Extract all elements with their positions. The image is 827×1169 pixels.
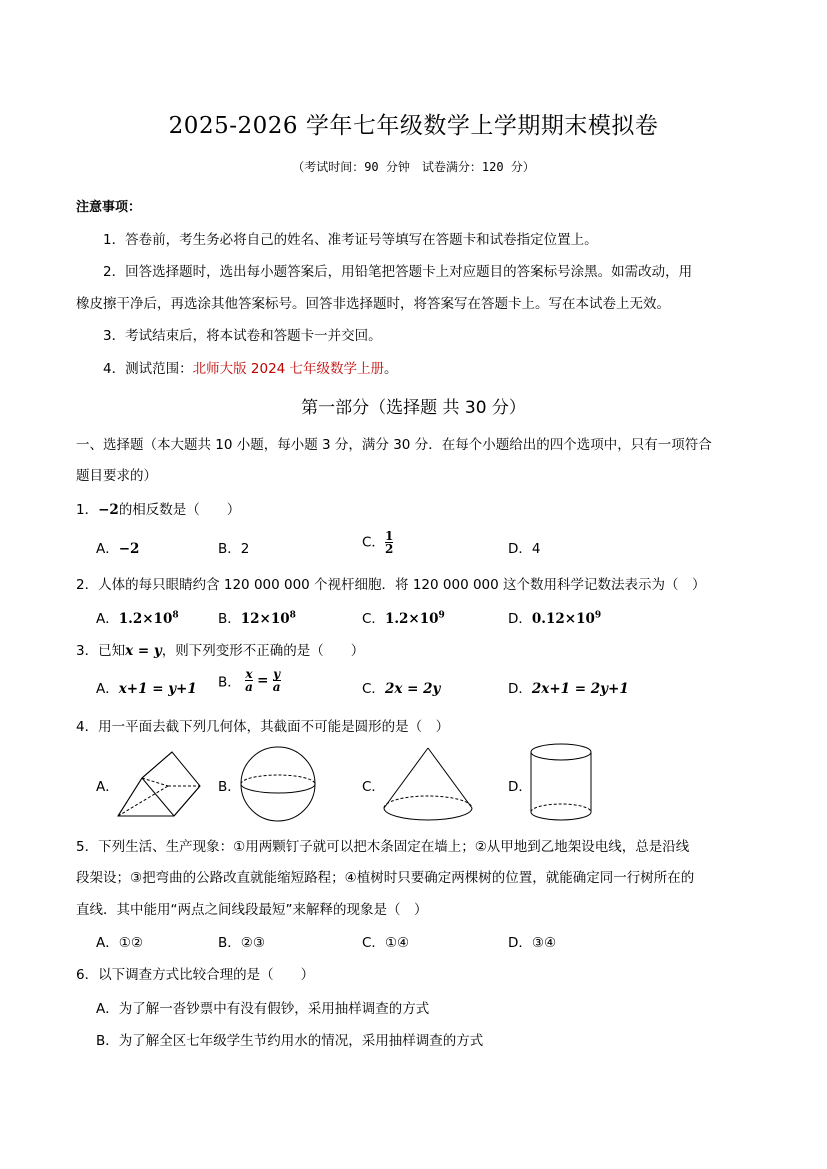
fraction-y-over-a [273, 668, 281, 693]
q3-option-b [218, 668, 281, 693]
option-label: D． [508, 681, 532, 697]
option-base: 1.2×10 [384, 611, 439, 627]
option-exponent: 9 [438, 610, 445, 621]
q1-math: −2 [98, 502, 119, 518]
equals-sign: = [257, 672, 269, 689]
q1-option-a [96, 537, 139, 557]
notice-item-4 [103, 357, 398, 377]
option-value: 2x+1 = 2y+1 [531, 681, 629, 697]
q5-option-c [362, 931, 409, 951]
question-4-stem: 4．用一平面去截下列几何体，其截面不可能是圆形的是（ ） [76, 719, 450, 735]
notice-heading: 注意事项： [76, 200, 142, 215]
q4-option-d-label: D． [508, 779, 532, 795]
part-intro-line-2: 题目要求的） [76, 468, 157, 484]
question-2-stem: 2．人体的每只眼睛约含 120 000 000 个视杆细胞．将 120 000 000 这个数用科学记数法表示为（ ） [76, 577, 706, 593]
option-label: A． [96, 935, 119, 951]
q1-number: 1． [76, 502, 99, 518]
q2-option-c [362, 607, 445, 627]
question-5-stem-line-3: 直线．其中能用“两点之间线段最短”来解释的现象是（ ） [76, 902, 428, 918]
q6-option-a: A．为了解一沓钞票中有没有假钞，采用抽样调查的方式 [96, 1001, 430, 1017]
option-label: C． [362, 681, 385, 697]
q2-option-b [218, 607, 296, 627]
q5-option-d [508, 931, 556, 951]
option-label: B． [218, 935, 241, 951]
option-value: 2 [240, 541, 250, 557]
q2-option-d [508, 607, 601, 627]
option-label: D． [508, 611, 532, 627]
q4-option-a-label: A． [96, 779, 119, 795]
option-base: 1.2×10 [118, 611, 173, 627]
denominator: a [272, 680, 281, 694]
part-intro-line-1: 一、选择题（本大题共 10 小题，每小题 3 分，满分 30 分．在每个小题给出的四个选项中，只有一项符合 [76, 437, 712, 453]
notice-item-3: 3．考试结束后，将本试卷和答题卡一并交回。 [103, 328, 382, 344]
q6-option-b: B．为了解全区七年级学生节约用水的情况，采用抽样调查的方式 [96, 1033, 484, 1049]
question-6-stem: 6．以下调查方式比较合理的是（ ） [76, 967, 315, 983]
option-label: C． [362, 611, 385, 627]
notice-item-1: 1．答卷前，考生务必将自己的姓名、准考证号等填写在答题卡和试卷指定位置上。 [103, 232, 598, 248]
q3-option-a [96, 677, 197, 697]
notice-item-2-cont: 橡皮擦干净后，再选涂其他答案标号。回答非选择题时，将答案写在答题卡上。写在本试卷上无效。 [76, 296, 670, 312]
option-value: ②③ [240, 935, 265, 951]
option-label: B． [218, 674, 241, 691]
fraction-one-half [385, 530, 393, 555]
option-label: C． [362, 534, 385, 551]
notice-item-2: 2．回答选择题时，选出每小题答案后，用铅笔把答题卡上对应题目的答案标号涂黑。如需改动，用 [103, 264, 693, 280]
section-title: 第一部分（选择题 共 30 分） [301, 398, 526, 418]
question-3-stem [76, 639, 364, 659]
cone-figure [380, 746, 476, 824]
q3-number: 3．已知 [76, 643, 126, 659]
option-exponent: 8 [289, 610, 296, 621]
numerator: 1 [384, 529, 394, 543]
option-label: B． [218, 611, 241, 627]
option-label: A． [96, 681, 119, 697]
option-value: ①④ [384, 935, 410, 951]
q5-option-b [218, 931, 265, 951]
sphere-figure [238, 744, 318, 824]
option-value: x+1 = y+1 [118, 681, 197, 697]
option-label: A． [96, 541, 119, 557]
option-label: B． [218, 541, 241, 557]
q3-option-c [362, 677, 440, 697]
q3-stem-text: ，则下列变形不正确的是（ ） [161, 643, 365, 659]
q4-option-c-label: C． [362, 779, 385, 795]
q5-option-a [96, 931, 143, 951]
denominator: 2 [384, 542, 394, 556]
option-value: 4 [531, 541, 541, 557]
option-label: D． [508, 935, 532, 951]
option-value: ③④ [531, 935, 557, 951]
q2-option-a [96, 607, 179, 627]
triangular-prism-figure [114, 744, 206, 820]
numerator: x [245, 667, 253, 681]
question-5-stem-line-2: 段架设；③把弯曲的公路改直就能缩短路程；④植树时只要确定两棵树的位置，就能确定同一行树所在的 [76, 870, 695, 886]
option-base: 12×10 [240, 611, 290, 627]
q1-option-c [362, 530, 393, 555]
q1-stem-text: 的相反数是（ ） [118, 502, 241, 518]
option-base: 0.12×10 [531, 611, 595, 627]
option-value: −2 [118, 541, 140, 557]
exam-info: （考试时间：90 分钟 试卷满分：120 分） [292, 160, 535, 174]
q1-option-d [508, 537, 541, 557]
q1-option-b [218, 537, 249, 557]
cylinder-figure [528, 742, 594, 824]
q4-option-b-label: B． [218, 779, 241, 795]
option-value: ①② [118, 935, 143, 951]
question-1-stem [76, 498, 240, 518]
option-label: C． [362, 935, 385, 951]
page-title: 2025-2026 学年七年级数学上学期期末模拟卷 [168, 113, 659, 139]
q3-math: x = y [125, 643, 162, 659]
question-5-stem-line-1: 5．下列生活、生产现象：①用两颗钉子就可以把木条固定在墙上；②从甲地到乙地架设电线，总是沿线 [76, 839, 690, 855]
denominator: a [245, 680, 253, 694]
numerator: y [273, 667, 281, 681]
fraction-x-over-a [245, 668, 253, 693]
option-label: A． [96, 611, 119, 627]
q3-option-d [508, 677, 629, 697]
option-exponent: 9 [594, 610, 602, 621]
option-label: D． [508, 541, 532, 557]
option-exponent: 8 [172, 610, 179, 621]
notice-item-4-suffix: 。 [384, 361, 398, 377]
option-value: 2x = 2y [384, 681, 441, 697]
notice-item-4-prefix: 4．测试范围： [103, 361, 193, 377]
test-scope: 北师大版 2024 七年级数学上册 [192, 361, 385, 377]
